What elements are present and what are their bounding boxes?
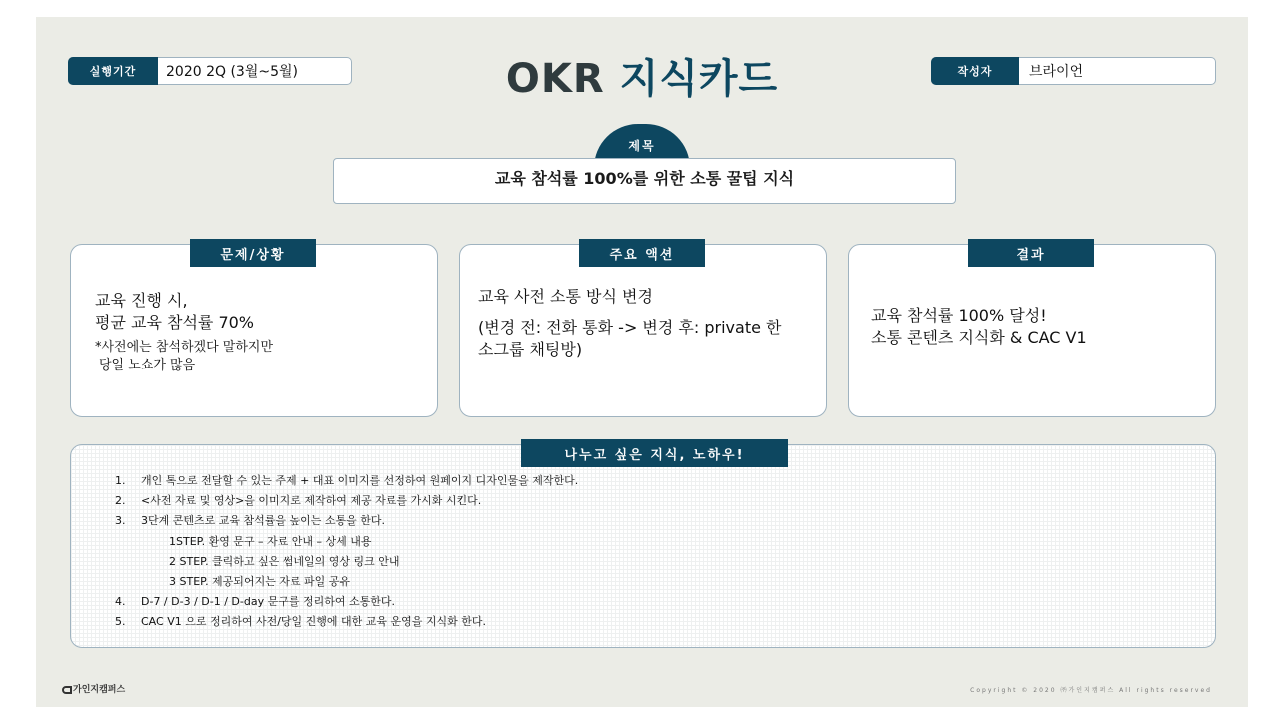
- subject-label: 제목: [594, 124, 690, 168]
- list-subitem: 3 STEP. 제공되어지는 자료 파일 공유: [169, 574, 351, 588]
- problem-note1: *사전에는 참석하겠다 말하지만: [95, 340, 274, 355]
- list-item: 4. D-7 / D-3 / D-1 / D-day 문구를 정리하여 소통한다.: [115, 595, 395, 609]
- list-item: 5. CAC V1 으로 정리하여 사전/당일 진행에 대한 교육 운영을 지식화 한다.: [115, 615, 487, 629]
- footer-copyright: Copyright © 2020 ㈜가인지캠퍼스 All rights reserved: [970, 687, 1212, 694]
- knowhow-label: 나누고 싶은 지식, 노하우!: [521, 439, 788, 467]
- author-value: 브라이언: [1029, 64, 1084, 80]
- list-item: 3. 3단계 콘텐츠로 교육 참석률을 높이는 소통을 한다.: [115, 514, 385, 528]
- period-box: [68, 57, 352, 85]
- knowhow-panel: [70, 444, 1216, 648]
- period-value: 2020 2Q (3월~5월): [166, 64, 298, 80]
- problem-card: [70, 244, 438, 417]
- author-label: 작성자: [931, 57, 1019, 85]
- title-korean: 지식카드: [619, 56, 779, 102]
- problem-note2: 당일 노쇼가 많음: [99, 358, 196, 373]
- action-line1: 교육 사전 소통 방식 변경: [478, 287, 653, 306]
- problem-label: 문제/상황: [190, 239, 316, 267]
- subject-value: 교육 참석률 100%를 위한 소통 꿀팁 지식: [333, 158, 956, 204]
- result-label: 결과: [968, 239, 1094, 267]
- list-item: 2. <사전 자료 및 영상>을 이미지로 제작하여 제공 자료를 가시화 시킨다.: [115, 494, 482, 508]
- problem-line2: 평균 교육 참석률 70%: [95, 313, 255, 332]
- action-line2: (변경 전: 전화 통화 -> 변경 후: private 한: [478, 318, 782, 337]
- problem-line1: 교육 진행 시,: [95, 291, 188, 310]
- action-card: [459, 244, 827, 417]
- knowhow-list: [115, 471, 578, 633]
- result-card: [848, 244, 1216, 417]
- list-subitem: 2 STEP. 클릭하고 싶은 썸네일의 영상 링크 안내: [169, 554, 400, 568]
- period-label: 실행기간: [68, 57, 158, 85]
- slide: [36, 17, 1248, 707]
- action-line3: 소그룹 채팅방): [478, 340, 583, 359]
- action-label: 주요 액션: [579, 239, 705, 267]
- footer-logo: 가인지캠퍼스: [62, 682, 125, 695]
- title-latin: OKR: [505, 56, 605, 102]
- author-box: [931, 57, 1216, 85]
- result-line1: 교육 참석률 100% 달성!: [871, 306, 1047, 325]
- list-item: 1. 개인 톡으로 전달할 수 있는 주제 + 대표 이미지를 선정하여 원페이지 디자인물을 제작한다.: [115, 474, 579, 487]
- logo-icon: [62, 686, 72, 694]
- page-title: [492, 47, 792, 104]
- result-line2: 소통 콘텐츠 지식화 & CAC V1: [871, 328, 1087, 347]
- list-subitem: 1STEP. 환영 문구 – 자료 안내 – 상세 내용: [169, 534, 372, 548]
